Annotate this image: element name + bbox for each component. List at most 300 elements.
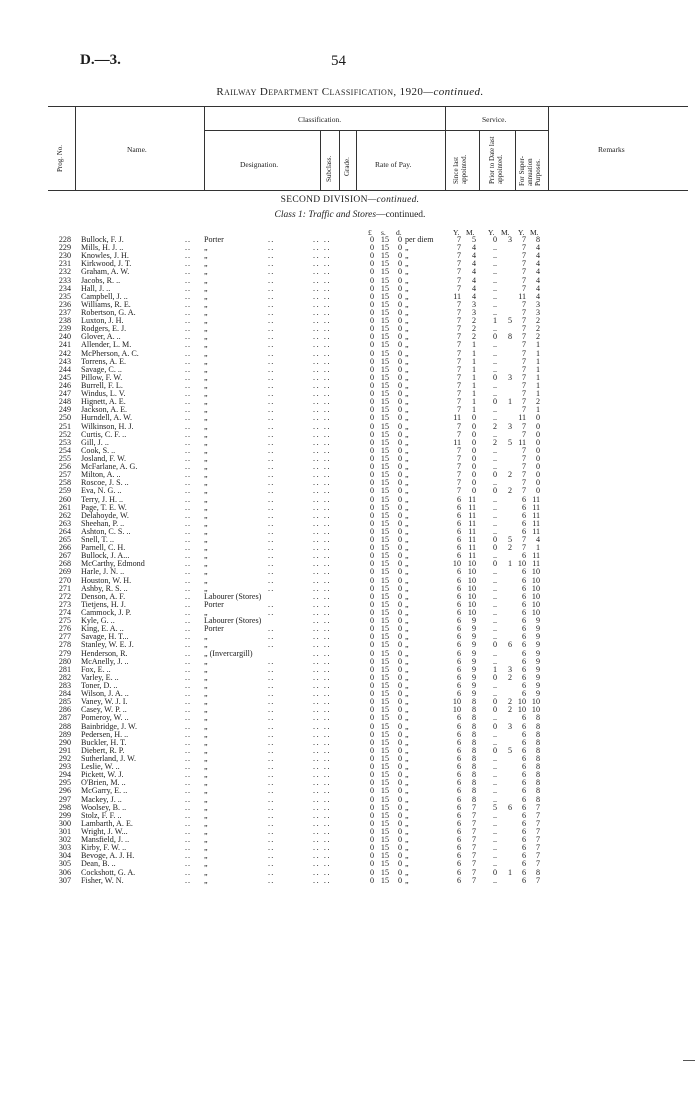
pay-period: „ — [405, 705, 409, 715]
superannuation-years: 6 — [521, 494, 526, 504]
employee-name: Denson, A. F. — [81, 591, 126, 601]
prior-years: .. — [492, 251, 497, 261]
since-last-months: 11 — [468, 518, 476, 528]
pence-unit: d. — [396, 228, 402, 237]
designation: „ — [204, 356, 208, 366]
leader-dots: .. — [268, 259, 275, 269]
leader-dots: .. .. — [313, 843, 332, 853]
leader-dots: .. — [268, 664, 275, 674]
superannuation-months: 9 — [535, 632, 540, 642]
pay-period: „ — [405, 397, 409, 407]
leader-dots: .. — [185, 324, 192, 334]
designation: „ — [204, 754, 208, 763]
pay-shillings: 15 — [380, 689, 389, 699]
leader-dots: .. — [268, 316, 275, 326]
employee-name: Burrell, F. L. — [81, 380, 123, 390]
leader-dots: .. — [185, 389, 192, 399]
since-last-years: 6 — [456, 518, 461, 528]
leader-dots: .. — [268, 478, 275, 488]
superannuation-months: 11 — [532, 551, 540, 561]
pay-pence: 0 — [397, 535, 402, 545]
superannuation-years: 7 — [521, 251, 526, 261]
leader-dots: .. — [185, 340, 192, 350]
superannuation-years: 6 — [521, 616, 526, 626]
leader-dots: .. .. — [313, 770, 332, 780]
since-last-months: 1 — [471, 380, 476, 390]
leader-dots: .. — [268, 526, 275, 536]
employee-name: Bullock, F. J. — [81, 235, 124, 244]
prior-years: 0 — [492, 721, 497, 731]
leader-dots: .. .. — [313, 470, 332, 480]
prog-no: 252 — [58, 429, 71, 439]
prior-years: .. — [492, 356, 497, 366]
since-last-years: 7 — [456, 397, 461, 407]
pay-pounds: 0 — [369, 810, 374, 820]
leader-dots: .. .. — [313, 316, 332, 326]
superannuation-years: 6 — [521, 502, 526, 512]
pay-period: „ — [405, 283, 409, 293]
pay-period: „ — [405, 486, 409, 496]
pay-pence: 0 — [397, 510, 402, 520]
leader-dots: .. — [185, 689, 192, 699]
designation: „ — [204, 737, 208, 747]
prog-no: 281 — [58, 664, 71, 674]
pay-pounds: 0 — [369, 275, 374, 285]
prior-years: .. — [492, 835, 497, 845]
leader-dots: .. .. — [313, 445, 332, 455]
pay-shillings: 15 — [380, 575, 389, 585]
superannuation-months: 8 — [535, 794, 540, 804]
leader-dots: .. — [268, 462, 275, 472]
superannuation-months: 8 — [535, 729, 540, 739]
employee-name: Jackson, A. E. — [81, 405, 128, 415]
leader-dots: .. — [268, 697, 275, 707]
pay-shillings: 15 — [380, 291, 389, 301]
grade-header: Grade. — [343, 157, 351, 176]
pay-pounds: 0 — [369, 551, 374, 561]
since-last-months: 8 — [471, 697, 476, 707]
superannuation-months: 2 — [535, 397, 540, 407]
prior-years: .. — [492, 689, 497, 699]
leader-dots: .. — [268, 624, 275, 634]
pay-period: „ — [405, 453, 409, 463]
pay-shillings: 15 — [380, 648, 389, 658]
pay-pounds: 0 — [369, 648, 374, 658]
since-last-months: 7 — [471, 802, 476, 812]
col-rule-4 — [339, 130, 340, 190]
employee-name: Bevoge, A. J. H. — [81, 851, 135, 861]
pay-pence: 0 — [397, 851, 402, 861]
superannuation-months: 8 — [535, 786, 540, 796]
leader-dots: .. — [268, 535, 275, 545]
employee-name: Snell, T. .. — [81, 535, 114, 545]
since-last-months: 5 — [471, 235, 476, 244]
prior-months: 5 — [507, 316, 512, 326]
designation: „ — [204, 291, 208, 301]
division-label: SECOND DIVISION — [280, 195, 368, 205]
pay-pence: 0 — [397, 737, 402, 747]
superannuation-header: For Super-annuation Purposes. — [518, 156, 542, 186]
pay-shillings: 15 — [380, 251, 389, 261]
pay-pounds: 0 — [369, 259, 374, 269]
since-last-years: 6 — [456, 551, 461, 561]
superannuation-months: 2 — [535, 324, 540, 334]
pay-shillings: 15 — [380, 243, 389, 253]
superannuation-years: 11 — [518, 437, 526, 447]
since-last-months: 9 — [471, 648, 476, 658]
prog-no: 278 — [58, 640, 71, 650]
employee-name: Eva, N. G. .. — [81, 486, 122, 496]
pay-period: „ — [405, 445, 409, 455]
pay-pence: 0 — [397, 778, 402, 788]
since-last-months: 11 — [468, 543, 476, 553]
prog-no: 303 — [58, 843, 71, 853]
pay-period: „ — [405, 510, 409, 520]
pay-period: „ — [405, 810, 409, 820]
employee-name: Graham, A. W. — [81, 267, 130, 277]
pay-pence: 0 — [397, 705, 402, 715]
pay-pounds: 0 — [369, 535, 374, 545]
prior-months: 5 — [507, 745, 512, 755]
leader-dots: .. .. — [313, 324, 332, 334]
months-unit-1: M. — [466, 228, 475, 237]
prior-years: .. — [492, 818, 497, 828]
leader-dots: .. .. — [313, 875, 332, 885]
pay-period: „ — [405, 770, 409, 780]
designation: „ — [204, 656, 208, 666]
leader-dots: .. .. — [313, 405, 332, 415]
prior-years: 2 — [492, 437, 497, 447]
pay-shillings: 15 — [380, 859, 389, 869]
leader-dots: .. — [268, 502, 275, 512]
since-last-years: 7 — [456, 283, 461, 293]
leader-dots: .. — [185, 518, 192, 528]
employee-name: Wilkinson, H. J. — [81, 421, 134, 431]
employee-name: Sheehan, P. .. — [81, 518, 125, 528]
superannuation-months: 8 — [535, 745, 540, 755]
pay-pounds: 0 — [369, 567, 374, 577]
prior-months: 3 — [507, 664, 512, 674]
prog-no: 251 — [58, 421, 71, 431]
prog-no: 285 — [58, 697, 71, 707]
pay-shillings: 15 — [380, 372, 389, 382]
employee-name: Kirkwood, J. T. — [81, 259, 132, 269]
prog-no: 294 — [58, 770, 71, 780]
pay-pounds: 0 — [369, 543, 374, 553]
leader-dots: .. — [185, 632, 192, 642]
since-last-months: 4 — [471, 243, 476, 253]
prog-no: 253 — [58, 437, 71, 447]
pay-pence: 0 — [397, 397, 402, 407]
leader-dots: .. — [185, 591, 192, 601]
leader-dots: .. — [185, 754, 192, 763]
leader-dots: .. — [185, 267, 192, 277]
since-last-months: 1 — [471, 340, 476, 350]
since-last-months: 7 — [471, 867, 476, 877]
leader-dots: .. .. — [313, 251, 332, 261]
prior-years: .. — [492, 591, 497, 601]
employee-name: Stolz, F. F. .. — [81, 810, 122, 820]
pay-pounds: 0 — [369, 316, 374, 326]
pay-period: „ — [405, 745, 409, 755]
leader-dots: .. — [185, 826, 192, 836]
designation: „ — [204, 689, 208, 699]
since-last-months: 11 — [468, 494, 476, 504]
designation: „ — [204, 559, 208, 569]
pay-pence: 0 — [397, 810, 402, 820]
prior-years: .. — [492, 389, 497, 399]
prog-no: 305 — [58, 859, 71, 869]
since-last-months: 0 — [471, 478, 476, 488]
superannuation-years: 10 — [517, 697, 526, 707]
designation: „ — [204, 835, 208, 845]
leader-dots: .. .. — [313, 389, 332, 399]
superannuation-months: 9 — [535, 672, 540, 682]
leader-dots: .. .. — [313, 705, 332, 715]
leader-dots: .. — [268, 235, 275, 244]
prior-years: .. — [492, 794, 497, 804]
prog-no: 261 — [58, 502, 71, 512]
employee-name: Casey, W. P. .. — [81, 705, 127, 715]
leader-dots: .. — [268, 275, 275, 285]
leader-dots: .. .. — [313, 818, 332, 828]
pay-pounds: 0 — [369, 778, 374, 788]
designation: „ — [204, 478, 208, 488]
superannuation-years: 7 — [521, 380, 526, 390]
pay-pence: 0 — [397, 291, 402, 301]
table-row — [0, 877, 700, 885]
pay-pence: 0 — [397, 616, 402, 626]
pay-pounds: 0 — [369, 397, 374, 407]
designation: „ — [204, 486, 208, 496]
since-last-years: 7 — [456, 332, 461, 342]
superannuation-months: 9 — [535, 656, 540, 666]
class-continued: —continued. — [376, 210, 426, 220]
leader-dots: .. — [185, 445, 192, 455]
pay-shillings: 15 — [380, 494, 389, 504]
leader-dots: .. .. — [313, 291, 332, 301]
prior-years: .. — [492, 656, 497, 666]
division-continued: —continued. — [367, 195, 420, 205]
designation-header: Designation. — [240, 160, 279, 169]
leader-dots: .. — [185, 599, 192, 609]
since-last-months: 1 — [471, 372, 476, 382]
prior-years: .. — [492, 575, 497, 585]
prior-years: .. — [492, 275, 497, 285]
superannuation-years: 7 — [521, 364, 526, 374]
pay-pence: 0 — [397, 762, 402, 772]
prog-no: 258 — [58, 478, 71, 488]
pay-shillings: 15 — [380, 267, 389, 277]
prior-months: 6 — [507, 802, 512, 812]
leader-dots: .. .. — [313, 859, 332, 869]
superannuation-years: 6 — [521, 518, 526, 528]
since-last-months: 3 — [471, 299, 476, 309]
superannuation-years: 7 — [521, 445, 526, 455]
pay-pence: 0 — [397, 478, 402, 488]
superannuation-years: 6 — [521, 713, 526, 723]
pay-shillings: 15 — [380, 867, 389, 877]
leader-dots: .. .. — [313, 608, 332, 618]
pay-pounds: 0 — [369, 616, 374, 626]
pay-pence: 0 — [397, 745, 402, 755]
leader-dots: .. — [268, 380, 275, 390]
employee-name: Buckler, H. T. — [81, 737, 127, 747]
superannuation-years: 10 — [517, 559, 526, 569]
class-detail: Traffic and Stores — [308, 210, 377, 220]
col-rule-8 — [515, 130, 516, 190]
prior-years: .. — [492, 567, 497, 577]
since-last-years: 7 — [456, 372, 461, 382]
prior-years: 0 — [492, 470, 497, 480]
pay-pounds: 0 — [369, 575, 374, 585]
prog-no: 284 — [58, 689, 71, 699]
prog-no: 287 — [58, 713, 71, 723]
employee-name: McAnelly, J. .. — [81, 656, 129, 666]
superannuation-years: 6 — [521, 721, 526, 731]
superannuation-months: 1 — [535, 340, 540, 350]
pay-pence: 0 — [397, 543, 402, 553]
pay-shillings: 15 — [380, 275, 389, 285]
pay-pence: 0 — [397, 470, 402, 480]
pay-shillings: 15 — [380, 794, 389, 804]
prior-years: .. — [492, 826, 497, 836]
leader-dots: .. — [185, 818, 192, 828]
pay-shillings: 15 — [380, 681, 389, 691]
col-rule-7 — [479, 130, 480, 190]
subclass-header: Subclass. — [325, 155, 333, 182]
pay-shillings: 15 — [380, 307, 389, 317]
prior-years: .. — [492, 737, 497, 747]
since-last-months: 7 — [471, 875, 476, 885]
pay-period: per diem — [405, 235, 434, 244]
pay-pence: 0 — [397, 681, 402, 691]
since-last-years: 7 — [456, 235, 461, 244]
employee-name: Cammock, J. P. — [81, 608, 132, 618]
designation: „ — [204, 348, 208, 358]
pay-period: „ — [405, 664, 409, 674]
leader-dots: .. .. — [313, 543, 332, 553]
pay-pence: 0 — [397, 372, 402, 382]
employee-name: Fox, E. .. — [81, 664, 111, 674]
employee-name: Bainbridge, J. W. — [81, 721, 137, 731]
employee-name: Windus, L. V. — [81, 389, 126, 399]
superannuation-months: 4 — [535, 251, 540, 261]
superannuation-years: 10 — [517, 705, 526, 715]
since-last-months: 8 — [471, 729, 476, 739]
leader-dots: .. — [268, 754, 275, 763]
leader-dots: .. — [185, 332, 192, 342]
pay-shillings: 15 — [380, 453, 389, 463]
pay-period: „ — [405, 608, 409, 618]
superannuation-years: 6 — [521, 745, 526, 755]
pay-pounds: 0 — [369, 786, 374, 796]
designation: „ — [204, 810, 208, 820]
leader-dots: .. .. — [313, 640, 332, 650]
superannuation-years: 6 — [521, 526, 526, 536]
leader-dots: .. — [268, 389, 275, 399]
pay-shillings: 15 — [380, 745, 389, 755]
leader-dots: .. — [185, 470, 192, 480]
leader-dots: .. .. — [313, 851, 332, 861]
designation: „ — [204, 340, 208, 350]
leader-dots: .. .. — [313, 526, 332, 536]
prior-years: .. — [492, 259, 497, 269]
prior-years: 1 — [492, 316, 497, 326]
leader-dots: .. — [268, 251, 275, 261]
pay-pence: 0 — [397, 648, 402, 658]
prog-no: 250 — [58, 413, 71, 423]
leader-dots: .. — [185, 786, 192, 796]
leader-dots: .. — [268, 770, 275, 780]
prog-no: 304 — [58, 851, 71, 861]
prior-years: .. — [492, 624, 497, 634]
leader-dots: .. .. — [313, 721, 332, 731]
leader-dots: .. — [185, 721, 192, 731]
prog-no: 276 — [58, 624, 71, 634]
since-last-years: 6 — [456, 729, 461, 739]
prior-years: .. — [492, 429, 497, 439]
leader-dots: .. — [185, 559, 192, 569]
leader-dots: .. — [185, 478, 192, 488]
prior-months: 2 — [507, 470, 512, 480]
designation: „ — [204, 259, 208, 269]
designation: „ — [204, 640, 208, 650]
col-rule-9 — [548, 106, 549, 190]
pay-pounds: 0 — [369, 762, 374, 772]
superannuation-years: 6 — [521, 599, 526, 609]
pay-period: „ — [405, 494, 409, 504]
leader-dots: .. — [268, 413, 275, 423]
since-last-years: 6 — [456, 762, 461, 772]
designation: „ — [204, 324, 208, 334]
designation: „ — [204, 859, 208, 869]
pay-shillings: 15 — [380, 535, 389, 545]
leader-dots: .. — [185, 413, 192, 423]
pay-shillings: 15 — [380, 843, 389, 853]
leader-dots: .. — [268, 453, 275, 463]
prog-no: 236 — [58, 299, 71, 309]
since-last-months: 9 — [471, 632, 476, 642]
superannuation-months: 10 — [531, 575, 540, 585]
pay-pounds: 0 — [369, 291, 374, 301]
pay-pence: 0 — [397, 299, 402, 309]
leader-dots: .. .. — [313, 664, 332, 674]
employee-name: Josland, F. W. — [81, 453, 127, 463]
designation: „ — [204, 770, 208, 780]
prior-years: .. — [492, 324, 497, 334]
pay-pence: 0 — [397, 243, 402, 253]
since-last-years: 6 — [456, 648, 461, 658]
pay-period: „ — [405, 356, 409, 366]
pay-pence: 0 — [397, 786, 402, 796]
prog-no: 300 — [58, 818, 71, 828]
prior-years: 0 — [492, 697, 497, 707]
since-last-months: 1 — [471, 356, 476, 366]
prior-years: .. — [492, 307, 497, 317]
pay-pence: 0 — [397, 437, 402, 447]
prog-no: 247 — [58, 389, 71, 399]
years-unit-3: Y. — [518, 228, 525, 237]
pay-pence: 0 — [397, 697, 402, 707]
superannuation-months: 4 — [535, 283, 540, 293]
leader-dots: .. — [185, 616, 192, 626]
since-last-years: 7 — [456, 348, 461, 358]
since-last-months: 1 — [471, 389, 476, 399]
employee-name: Pedersen, H. .. — [81, 729, 129, 739]
since-last-months: 8 — [471, 754, 476, 763]
since-last-years: 6 — [456, 745, 461, 755]
